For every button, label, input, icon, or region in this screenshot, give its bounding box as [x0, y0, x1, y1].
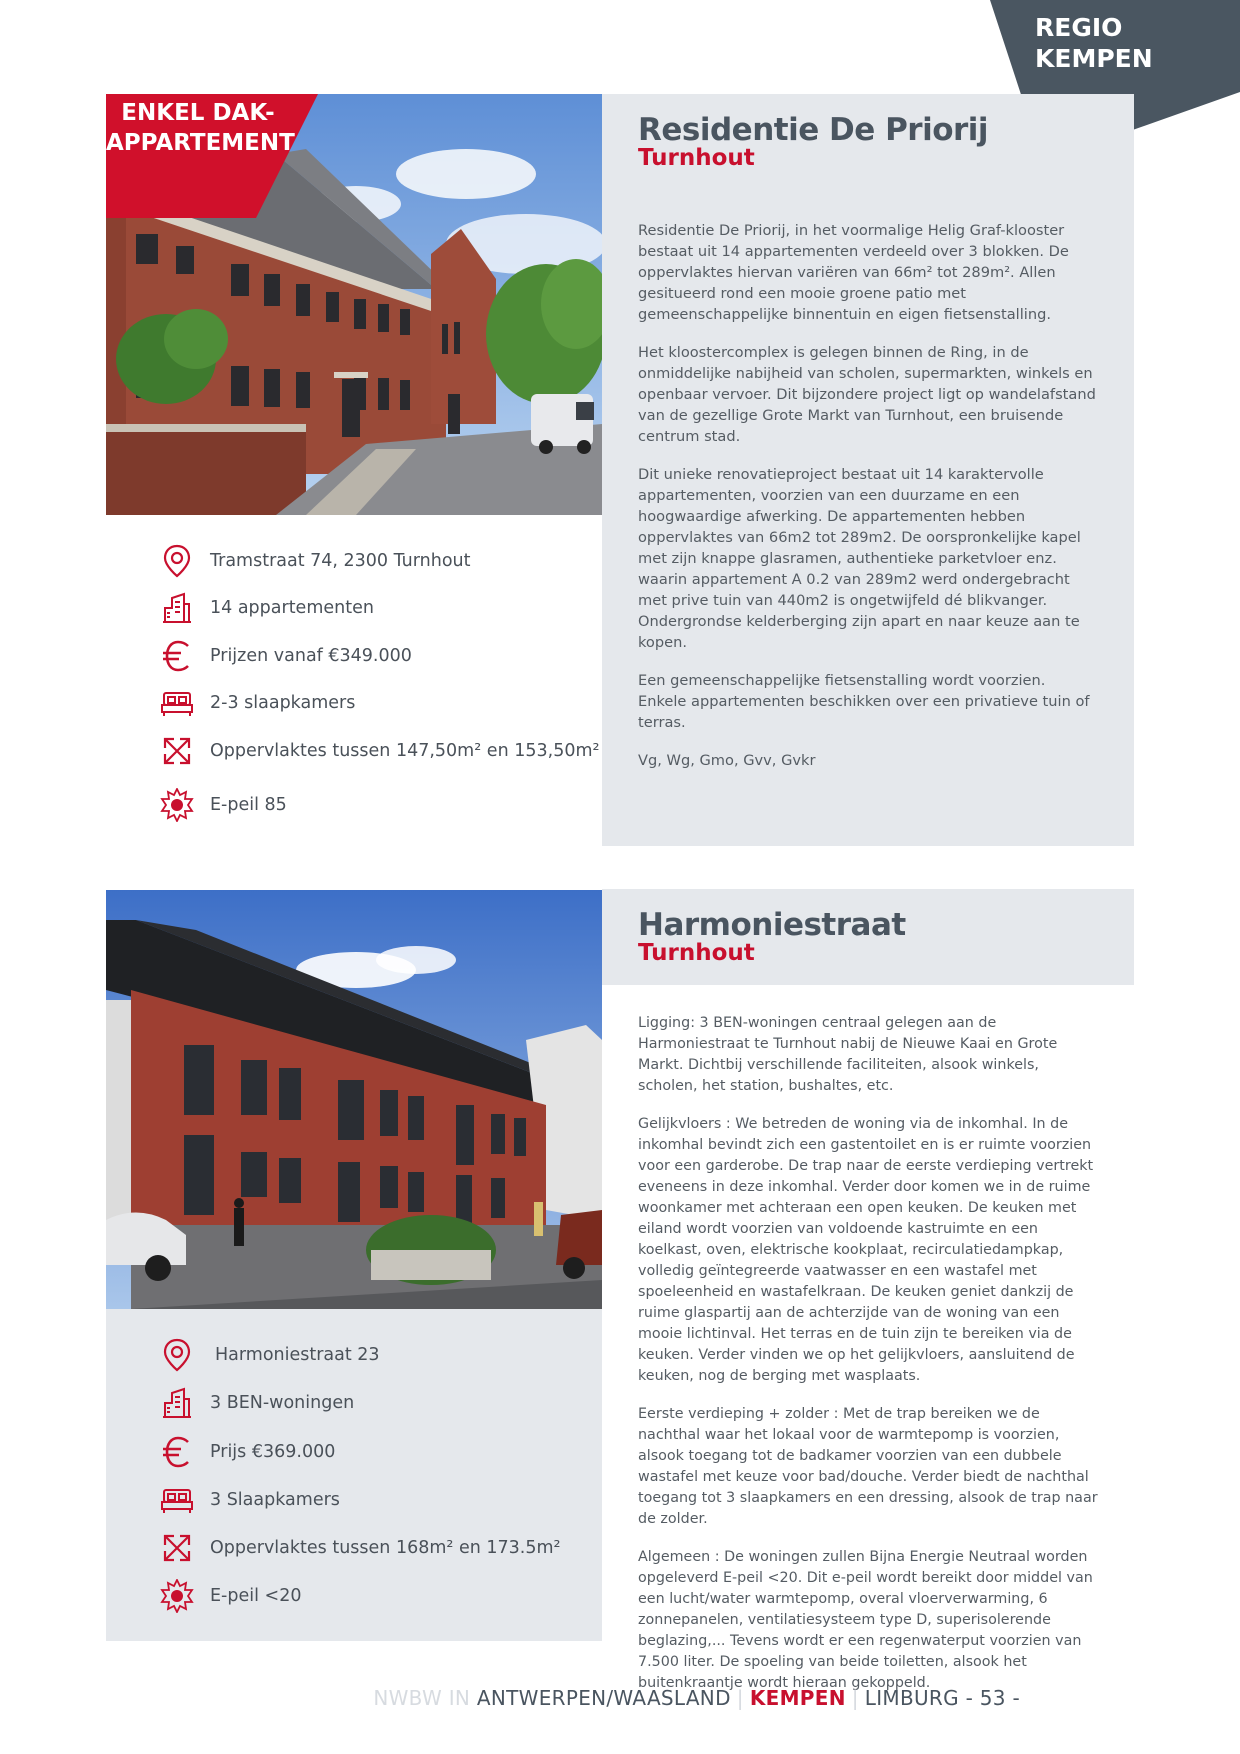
footer-separator: |: [851, 1686, 859, 1710]
region-label: [1035, 12, 1195, 74]
spec-text: 3 BEN-woningen: [210, 1393, 355, 1413]
project2-city: Turnhout: [638, 940, 755, 966]
footer-region-limburg-page: LIMBURG - 53 -: [864, 1686, 1020, 1710]
project2-spec-units: [160, 1383, 354, 1423]
project2-spec-bedrooms: [160, 1480, 340, 1520]
spec-text: E-peil <20: [210, 1586, 302, 1606]
spec-text: 3 Slaapkamers: [210, 1490, 340, 1510]
project2-photo: [106, 890, 602, 1309]
project2-description: [638, 1013, 1102, 1711]
spec-text: Tramstraat 74, 2300 Turnhout: [210, 551, 471, 571]
footer-region-kempen: KEMPEN: [749, 1686, 846, 1710]
euro-icon: [160, 639, 194, 673]
spec-text: E-peil 85: [210, 795, 287, 815]
project1-paragraph: Dit unieke renovatieproject bestaat uit 14 karaktervolle appartementen, voorzien van een duurzame en een hoogwaardige afwerking. De appartementen hebben oppervlaktes van 66m2 tot 289m2. De oorspronkelijke kapel met zijn knappe glasramen, authentieke parketvloer enz. waarin appartement A 0.2 van 289m2 werd ondergebracht met prive tuin van 440m2 is ongetwijfeld dé blikvanger. Ondergrondse kelderberging zijn apart en naar keuze aan te kopen.: [638, 466, 1081, 651]
project1-paragraph: Vg, Wg, Gmo, Gvv, Gvkr: [638, 752, 816, 769]
building-icon: [160, 591, 194, 625]
spec-text: Oppervlaktes tussen 168m² en 173.5m²: [210, 1538, 561, 1558]
project1-badge-line1: ENKEL DAK-: [121, 100, 275, 126]
project1-paragraph: Een gemeenschappelijke fietsenstalling wordt voorzien. Enkele appartementen beschikken over een privatieve tuin of terras.: [638, 672, 1090, 731]
project1-city: Turnhout: [638, 145, 755, 171]
project1-paragraph: Residentie De Priorij, in het voormalige Helig Graf-klooster bestaat uit 14 appartementen verdeeld over 3 blokken. De oppervlaktes hiervan variëren van 66m² tot 289m². Allen gesitueerd rond een mooie groene patio met gemeenschappelijke binnentuin en eigen fietsenstalling.: [638, 222, 1069, 323]
project2-paragraph: Eerste verdieping + zolder : Met de trap bereiken we de nachthal waar het lokaal voor de warmtepomp is voorzien, alsook toegang tot de badkamer voorzien van een dubbele wastafel met keuze voor bad/douche. Verder biedt de nachthal toegang tot 3 slaapkamers en een dressing, alsook de trap naar de zolder.: [638, 1406, 1098, 1527]
project1-spec-bedrooms: [160, 683, 355, 723]
page-footer: [373, 1686, 1020, 1710]
location-pin-icon: [160, 544, 194, 578]
footer-brand: NWBW IN: [373, 1686, 471, 1710]
euro-icon: [160, 1435, 194, 1469]
project1-badge-line2: APPARTEMENT: [106, 130, 295, 156]
spec-text: 2-3 slaapkamers: [210, 693, 356, 713]
project1-description: [638, 220, 1098, 788]
project2-spec-epeil: [160, 1576, 301, 1616]
location-pin-icon: [160, 1338, 194, 1372]
bed-icon: [160, 1483, 194, 1517]
region-label-line2: KEMPEN: [1035, 44, 1153, 73]
project1-spec-epeil: [160, 785, 287, 825]
spec-text: Harmoniestraat 23: [215, 1345, 380, 1365]
project1-spec-price: [160, 636, 412, 676]
spec-text: Prijzen vanaf €349.000: [210, 646, 412, 666]
project2-paragraph: Gelijkvloers : We betreden de woning via de inkomhal. In de inkomhal bevindt zich een gastentoilet en is er ruimte voorzien voor een garderobe. De trap naar de eerste verdieping vertrekt eveneens in deze inkomhal. Verder door komen we in de ruime woonkamer met achteraan een open keuken. De keuken met eiland wordt voorzien van voldoende kastruimte en een koelkast, oven, elektrische kookplaat, recirculatiedampkap, volledig geïntegreerde vaatwasser en een wastafel met spoeleenheid en wastafelkraan. De keuken geniet dankzij de ruime glaspartij aan de achterzijde van de woning van een mooie lichtinval. Het terras en de tuin zijn te bereiken via de keuken. Verder vinden we op het gelijkvloers, aansluitend de keuken, nog de berging met wasplaats.: [638, 1116, 1094, 1384]
project1-title: Residentie De Priorij: [638, 112, 989, 148]
energy-sun-icon: [160, 1579, 194, 1613]
building-icon: [160, 1386, 194, 1420]
project1-spec-area: [160, 731, 600, 771]
project1-paragraph: Het kloostercomplex is gelegen binnen de Ring, in de onmiddelijke nabijheid van scholen, supermarkten, winkels en openbaar vervoer. Dit bijzondere project ligt op wandelafstand van de gezellige Grote Markt van Turnhout, een bruisende centrum stad.: [638, 344, 1096, 445]
project2-spec-price: [160, 1432, 335, 1472]
project2-spec-address: [160, 1335, 380, 1375]
footer-region-antwerpen: ANTWERPEN/WAASLAND: [476, 1686, 731, 1710]
footer-separator: |: [736, 1686, 744, 1710]
spec-text: Prijs €369.000: [210, 1442, 336, 1462]
project2-paragraph: Ligging: 3 BEN-woningen centraal gelegen aan de Harmoniestraat te Turnhout nabij de Nieuwe Kaai en Grote Markt. Dichtbij verschillende faciliteiten, alsook winkels, scholen, het station, bushaltes, etc.: [638, 1015, 1058, 1094]
spec-text: 14 appartementen: [210, 598, 374, 618]
project2-title: Harmoniestraat: [638, 907, 906, 943]
expand-arrows-icon: [160, 1531, 194, 1565]
region-label-line1: REGIO: [1035, 13, 1123, 42]
project1-spec-address: [160, 541, 470, 581]
spec-text: Oppervlaktes tussen 147,50m² en 153,50m²: [210, 741, 600, 761]
project2-spec-area: [160, 1528, 561, 1568]
project2-paragraph: Algemeen : De woningen zullen Bijna Energie Neutraal worden opgeleverd E-peil <20. Dit e-peil wordt bereikt door middel van een lucht/water warmtepomp, overal vloerverwarming, 6 zonnepanelen, ventilatiesysteem type D, superisolerende beglazing,... Tevens wordt er een regenwaterput voorzien van 7.500 liter. De spoeling van beide toiletten, alsook het buitenkraantje wordt hieraan gekoppeld.: [638, 1549, 1093, 1691]
bed-icon: [160, 686, 194, 720]
energy-sun-icon: [160, 788, 194, 822]
project1-spec-units: [160, 588, 374, 628]
project1-badge: [106, 98, 295, 158]
expand-arrows-icon: [160, 734, 194, 768]
